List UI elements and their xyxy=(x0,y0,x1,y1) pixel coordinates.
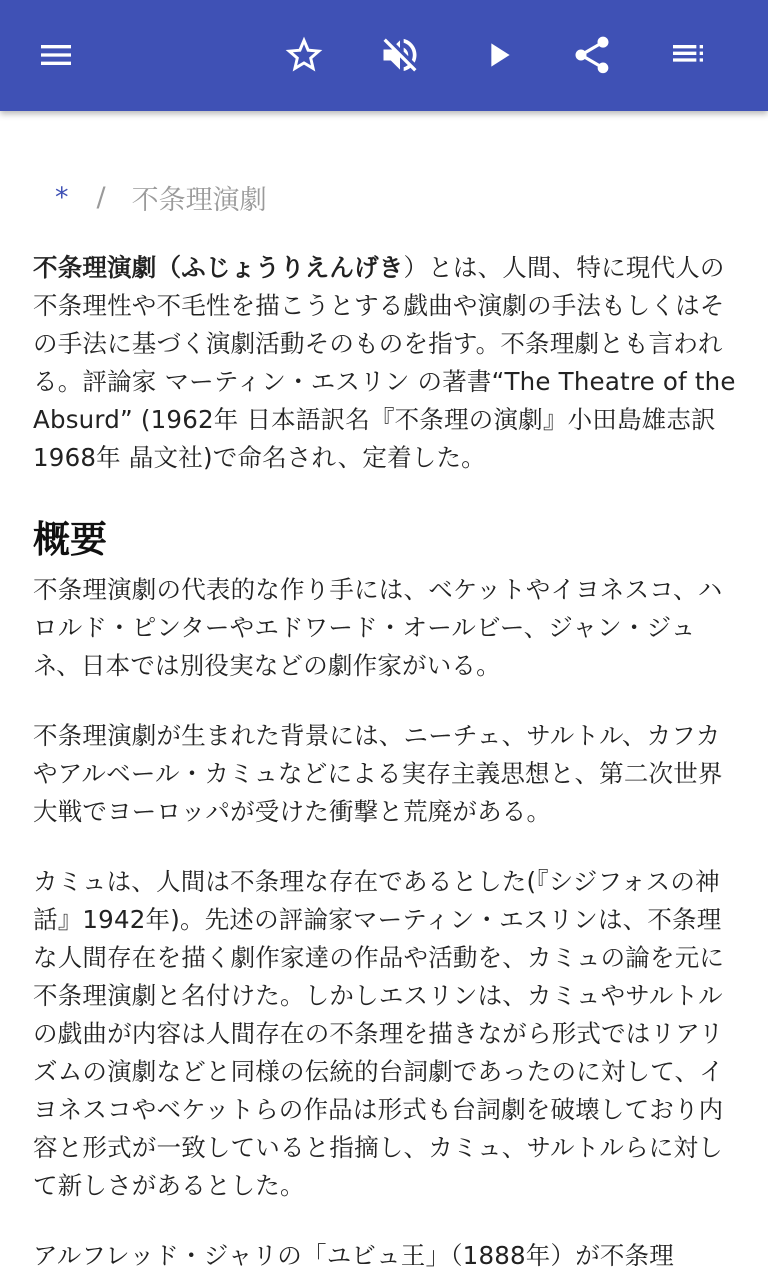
paragraph: 不条理演劇の代表的な作り手には、ベケットやイヨネスコ、ハロルド・ピンターやエドワード・オールビー、ジャン・ジュネ、日本では別役実などの劇作家がいる。 xyxy=(33,575,723,680)
lead-paragraph xyxy=(33,249,738,477)
breadcrumb-current: 不条理演劇 xyxy=(131,184,267,216)
section-heading: 概要 xyxy=(33,518,107,561)
paragraph: カミュは、人間は不条理な存在であるとした(『シジフォスの神話』1942年)。先述の評論家マーティン・エスリンは、不条理な人間存在を描く劇作家達の作品や活動を、カミュの論を元に不条理演劇と名付けた。しかしエスリンは、カミュやサルトルの戯曲が内容は人間存在の不条理を描きながら形式ではリアリズムの演劇などと同様の伝統的台詞劇であったのに対して、イヨネスコやベケットらの作品は形式も台詞劇を破壊しており内容と形式が一致していると指摘し、カミュ、サルトルらに対して新しさがあるとした。 xyxy=(33,867,725,1200)
lead-reading: （ふじょうりえんげき xyxy=(156,253,404,282)
breadcrumb-root-link[interactable]: * xyxy=(55,181,69,213)
volume-off-icon[interactable] xyxy=(376,31,424,79)
menu-icon[interactable] xyxy=(32,31,80,79)
paragraph: アルフレッド・ジャリの「ユビュ王」（1888年）が不条理 xyxy=(33,1241,675,1270)
paragraph: 不条理演劇が生まれた背景には、ニーチェ、サルトル、カフカやアルベール・カミュなどによる実存主義思想と、第二次世界大戦でヨーロッパが受けた衝撃と荒廃がある。 xyxy=(33,721,723,826)
star-outline-icon[interactable] xyxy=(280,31,328,79)
app-bar xyxy=(0,0,768,111)
play-icon[interactable] xyxy=(474,31,522,79)
lead-text: ）とは、人間、特に現代人の不条理性や不毛性を描こうとする戯曲や演劇の手法もしくはその手法に基づく演劇活動そのものを指す。不条理劇とも言われる。評論家 マーティン・エスリン の著書“The Theatre of the Absurd” (1962年 日本語訳名『不条理の演劇』小田島雄志訳 1968年 晶文社)で命名され、定着した。 xyxy=(33,253,736,472)
breadcrumb xyxy=(33,175,738,219)
share-icon[interactable] xyxy=(568,31,616,79)
playlist-icon[interactable] xyxy=(664,31,712,79)
breadcrumb-separator: / xyxy=(96,181,106,213)
lead-term: 不条理演劇 xyxy=(33,253,157,282)
article-content xyxy=(33,111,738,1275)
